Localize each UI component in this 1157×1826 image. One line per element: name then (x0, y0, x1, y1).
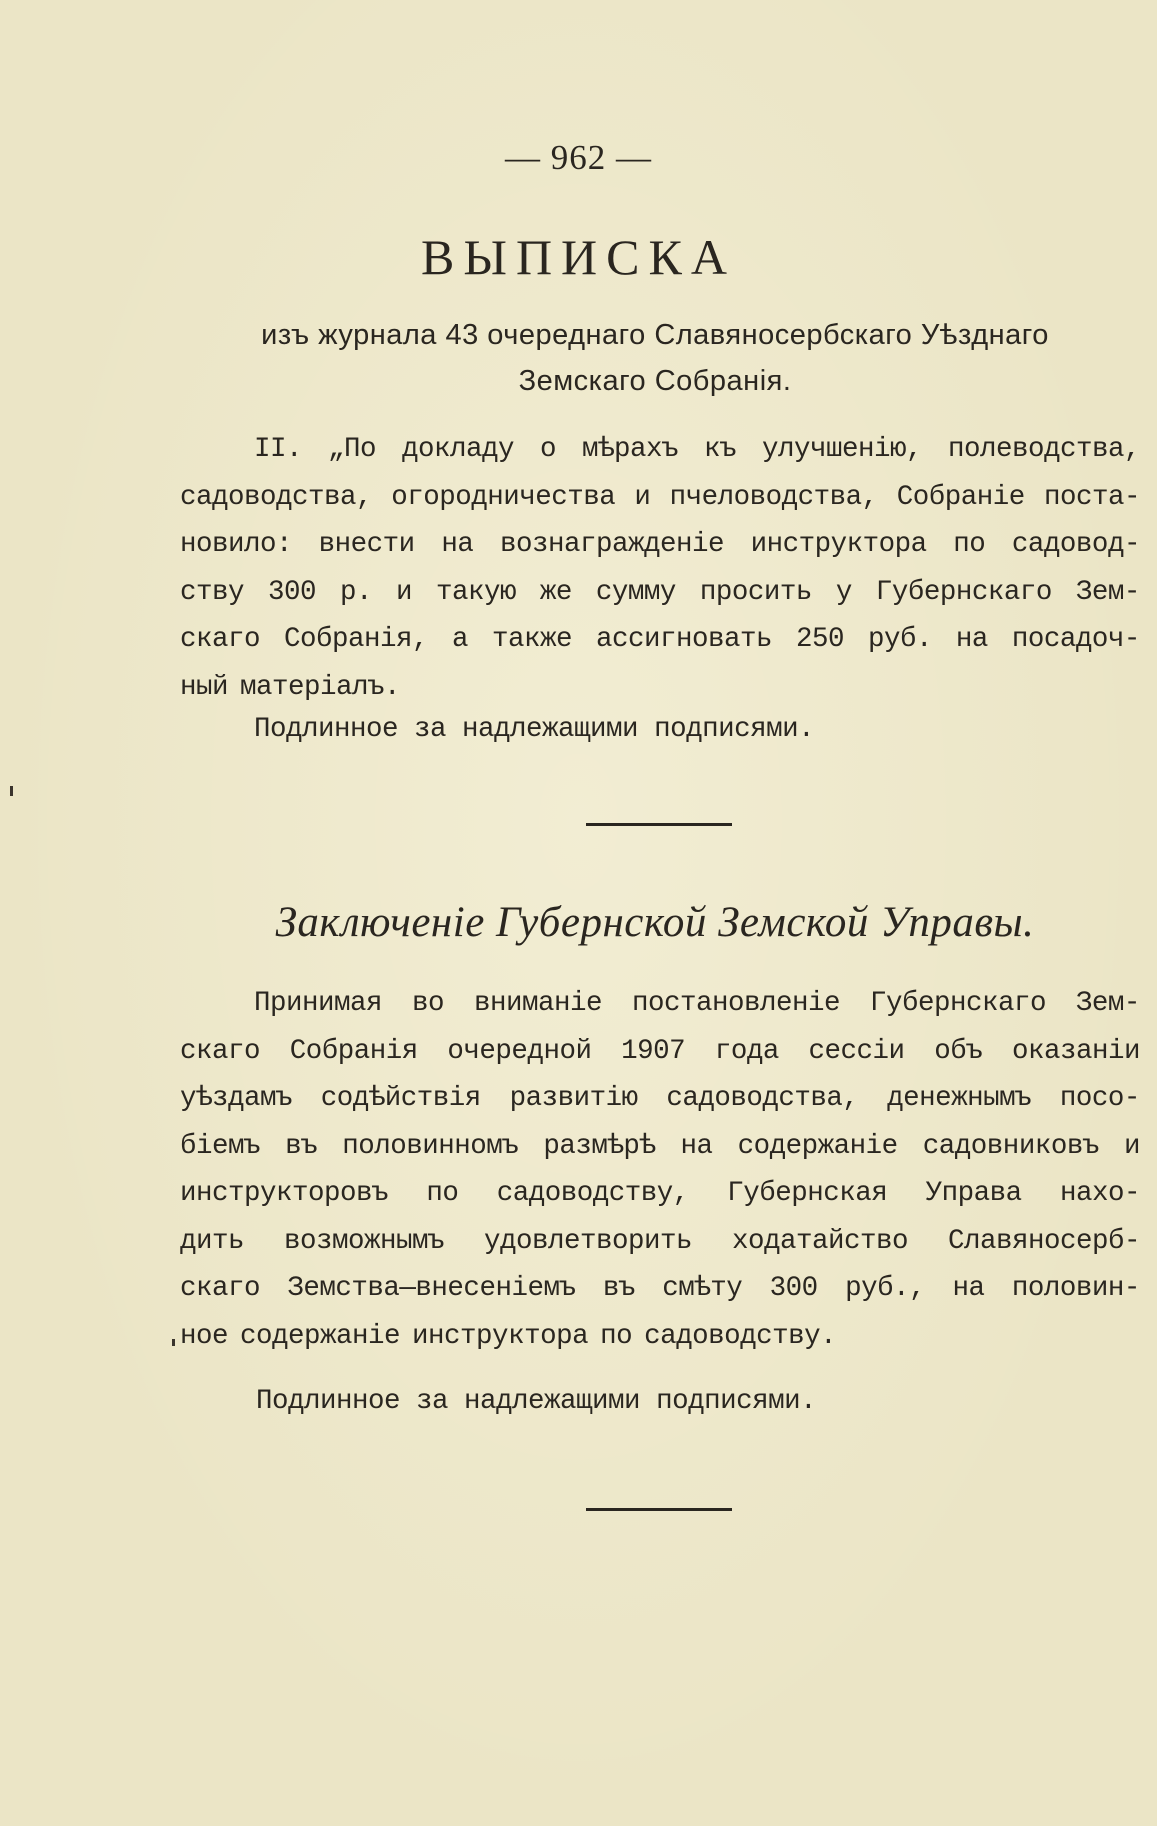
text-line (180, 1170, 1140, 1218)
word: „По (327, 434, 376, 465)
word: скаго (180, 624, 261, 655)
word: посадоч- (1011, 624, 1140, 655)
word: же (539, 576, 572, 608)
margin-mark (10, 786, 13, 796)
word: содержаніе (240, 1320, 401, 1352)
word: Собраніе (896, 481, 1025, 513)
text-line (180, 1075, 1140, 1123)
word: уѣздамъ (180, 1083, 293, 1114)
word: во (411, 988, 444, 1019)
word: содѣйствія (320, 1083, 481, 1114)
page-number: — 962 — (505, 138, 652, 177)
word: ассигновать (595, 624, 772, 655)
word: размѣрѣ (543, 1130, 656, 1162)
word: вниманіе (473, 988, 602, 1019)
word: біемъ (180, 1130, 261, 1162)
word: Губернская (727, 1178, 888, 1209)
word: и (634, 481, 651, 513)
word: мѣрахъ (581, 434, 678, 465)
word: Земства—внесеніемъ (287, 1273, 576, 1304)
bottom-divider (586, 1508, 732, 1511)
text-line (180, 664, 1140, 712)
word: по (600, 1320, 633, 1352)
text-line (180, 1313, 1140, 1361)
word: матеріалъ. (240, 671, 401, 703)
word: на (441, 529, 474, 560)
word: сессіи (808, 1035, 905, 1067)
word: денежнымъ (887, 1083, 1032, 1114)
word: Собранія (289, 1035, 418, 1067)
word: по (953, 529, 986, 560)
word: на (955, 624, 988, 655)
word: въ (602, 1273, 635, 1304)
word: нахо- (1059, 1178, 1140, 1209)
word: дить (180, 1225, 245, 1257)
text-line (180, 1265, 1140, 1313)
text-line (180, 1218, 1140, 1266)
word: у (835, 576, 852, 608)
word: Собранія, (283, 624, 429, 655)
word: очередной (447, 1035, 592, 1067)
word: ное (180, 1320, 229, 1352)
conclusion-paragraph (180, 980, 1140, 1360)
word: Славяносерб- (947, 1225, 1140, 1257)
word: смѣту (662, 1273, 743, 1304)
word: просить (699, 576, 812, 608)
word: о (539, 434, 556, 465)
word: развитію (509, 1083, 638, 1114)
word: огородничества (391, 481, 616, 513)
word: р. (339, 576, 372, 608)
word: года (714, 1035, 779, 1067)
text-line (180, 980, 1140, 1028)
extract-paragraph (180, 426, 1140, 711)
word: Губернскаго (869, 988, 1046, 1019)
word: Принимая (254, 988, 383, 1019)
word: скаго (180, 1273, 261, 1304)
word: и (395, 576, 412, 608)
text-line (180, 474, 1140, 522)
word: такую (435, 576, 516, 608)
word: къ (703, 434, 736, 465)
word: въ (285, 1130, 318, 1162)
word: II. (254, 434, 303, 465)
word: внести (318, 529, 415, 560)
word: оказаніи (1011, 1035, 1140, 1067)
text-line (180, 1123, 1140, 1171)
word: садоводства, (180, 481, 373, 513)
word: содержаніе (737, 1130, 898, 1162)
word: 1907 (621, 1035, 686, 1067)
word: ству (180, 576, 245, 608)
word: ный (180, 671, 229, 703)
word: а (451, 624, 468, 655)
word: Управа (925, 1178, 1022, 1209)
word: вознагражденіе (499, 529, 724, 560)
word: докладу (401, 434, 514, 465)
conclusion-signature-note: Подлинное за надлежащими подписями. (256, 1386, 817, 1417)
subtitle-line: изъ журнала 43 очереднаго Славяносербскаго Уѣзднаго (261, 319, 1049, 351)
word: садоводству, (496, 1178, 689, 1209)
conclusion-heading: Заключеніе Губернской Земской Управы. (275, 899, 1035, 946)
word: половин- (1011, 1273, 1140, 1304)
word: постановленіе (631, 988, 840, 1019)
word: 300 (769, 1273, 818, 1304)
word: инструкторовъ (180, 1178, 389, 1209)
extract-subtitle (160, 312, 1150, 404)
word: садовод- (1011, 529, 1140, 560)
word: возможнымъ (283, 1225, 444, 1257)
word: на (952, 1273, 985, 1304)
word: ходатайство (731, 1225, 908, 1257)
word: инструктора (412, 1320, 589, 1352)
word: улучшенію, (761, 434, 922, 465)
word: садоводства, (666, 1083, 859, 1114)
extract-title: ВЫПИСКА (421, 229, 736, 285)
word: поста- (1043, 481, 1140, 513)
text-line (180, 521, 1140, 569)
text-line (180, 1028, 1140, 1076)
word: новило: (180, 529, 293, 560)
word: пчеловодства, (669, 481, 878, 513)
word: 300 (267, 576, 316, 608)
word: сумму (595, 576, 676, 608)
word: садоводству. (644, 1320, 837, 1352)
word: 250 (795, 624, 844, 655)
word: удовлетворить (483, 1225, 692, 1257)
word: руб., (845, 1273, 926, 1304)
section-divider (586, 823, 732, 826)
text-line (180, 569, 1140, 617)
word: Зем- (1075, 576, 1140, 608)
word: полеводства, (947, 434, 1140, 465)
extract-signature-note: Подлинное за надлежащими подписями. (254, 714, 815, 745)
word: на (680, 1130, 713, 1162)
word: инструктора (750, 529, 927, 560)
word: объ (934, 1035, 983, 1067)
text-line (180, 616, 1140, 664)
word: также (491, 624, 572, 655)
word: Зем- (1075, 988, 1140, 1019)
word: скаго (180, 1035, 261, 1067)
text-line (180, 426, 1140, 474)
margin-mark (172, 1339, 175, 1346)
word: Губернскаго (875, 576, 1052, 608)
subtitle-line: Земскаго Собранія. (518, 365, 792, 397)
word: посо- (1059, 1083, 1140, 1114)
word: руб. (867, 624, 932, 655)
word: половинномъ (342, 1130, 519, 1162)
word: садовниковъ (922, 1130, 1099, 1162)
word: по (426, 1178, 459, 1209)
word: и (1123, 1130, 1140, 1162)
